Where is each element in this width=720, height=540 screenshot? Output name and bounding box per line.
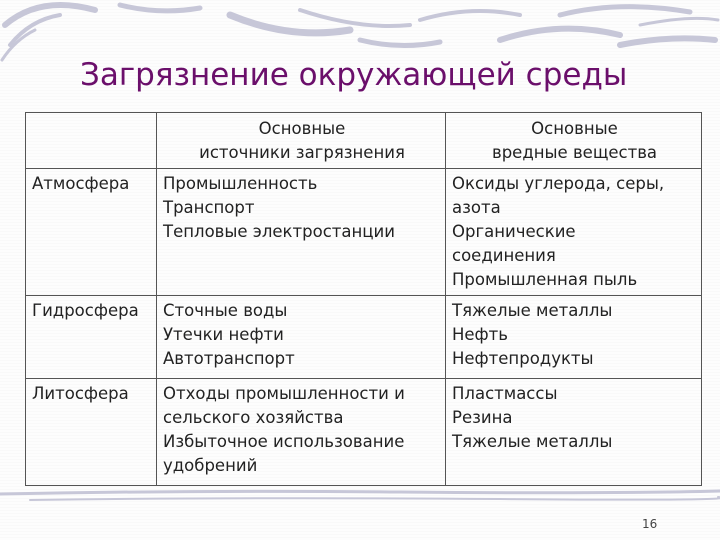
region-cell: Литосфера xyxy=(26,379,157,486)
substances-cell xyxy=(446,379,702,486)
source-item: Промышленность xyxy=(163,174,318,193)
header-sources xyxy=(157,113,446,169)
substance-item: азота xyxy=(452,198,501,217)
sources-cell xyxy=(157,379,446,486)
substance-item: Нефть xyxy=(452,325,509,344)
region-cell: Гидросфера xyxy=(26,296,157,379)
source-item: Сточные воды xyxy=(163,301,288,320)
substance-item: Тяжелые металлы xyxy=(452,432,613,451)
source-item: Транспорт xyxy=(163,198,255,217)
substance-item: Промышленная пыль xyxy=(452,270,638,289)
header-substances-line: вредные вещества xyxy=(491,143,658,162)
header-cell-empty xyxy=(26,113,157,169)
substance-item: соединения xyxy=(452,246,556,265)
substance-item: Тяжелые металлы xyxy=(452,301,613,320)
substances-cell xyxy=(446,296,702,379)
source-item: Автотранспорт xyxy=(163,349,295,368)
substance-item: Резина xyxy=(452,408,513,427)
slide-title: Загрязнение окружающей среды xyxy=(80,57,628,93)
header-substances xyxy=(446,113,702,169)
page-number: 16 xyxy=(642,517,658,531)
table-row-hydrosphere xyxy=(26,296,702,379)
substance-item: Оксиды углерода, серы, xyxy=(452,174,665,193)
source-item: Тепловые электростанции xyxy=(163,222,395,241)
substances-cell xyxy=(446,169,702,296)
sources-cell xyxy=(157,169,446,296)
substance-item: Пластмассы xyxy=(452,384,558,403)
region-cell: Атмосфера xyxy=(26,169,157,296)
table-row-atmosphere xyxy=(26,169,702,296)
source-item: удобрений xyxy=(163,456,258,475)
sources-cell xyxy=(157,296,446,379)
source-item: Избыточное использование xyxy=(163,432,405,451)
header-substances-line: Основные xyxy=(531,119,618,138)
substance-item: Органические xyxy=(452,222,576,241)
header-sources-line: Основные xyxy=(258,119,346,138)
header-sources-line: источники загрязнения xyxy=(199,143,405,162)
table-row-lithosphere xyxy=(26,379,702,486)
source-item: сельского хозяйства xyxy=(163,408,344,427)
substance-item: Нефтепродукты xyxy=(452,349,594,368)
source-item: Утечки нефти xyxy=(163,325,284,344)
table-header-row xyxy=(26,113,702,169)
pollution-table xyxy=(25,112,702,486)
source-item: Отходы промышленности и xyxy=(163,384,405,403)
